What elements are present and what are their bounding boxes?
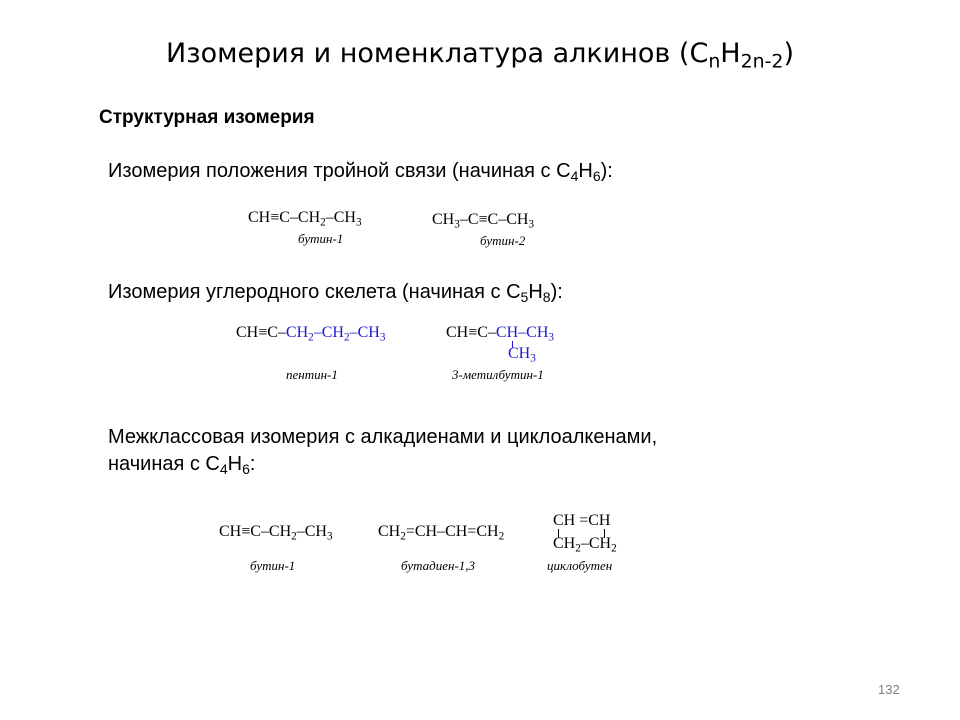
- interclass-isomerism-heading-line2: начиная с $C_4H_6$:: [108, 453, 256, 478]
- formula-cyclobutene-top: CH =CH: [553, 512, 611, 529]
- name-3-methylbutyne-1: 3-метилбутин-1: [452, 367, 544, 382]
- position-isomerism-heading: Изомерия положения тройной связи (начиная с $C_4H_6$):: [108, 160, 613, 185]
- name-butadiene-1-3: бутадиен-1,3: [401, 558, 476, 573]
- section-subtitle: Структурная изомерия: [99, 107, 315, 128]
- interclass-isomerism-heading-line1: Межклассовая изомерия с алкадиенами и циклоалкенами,: [108, 426, 658, 448]
- formula-pentyne-1: $CH\equiv C-CH_2-CH_2-CH_3$: [236, 324, 386, 344]
- name-pentyne-1: пентин-1: [286, 367, 338, 382]
- formula-butadiene-1-3: $CH_2=CH-CH=CH_2$: [378, 523, 505, 543]
- name-cyclobutene: циклобутен: [547, 558, 613, 573]
- formula-3-methylbutyne-1: $CH\equiv C-CH-CH_3$: [446, 324, 554, 344]
- formula-butyne-1-interclass: $CH\equiv C-CH_2-CH_3$: [219, 523, 333, 543]
- formula-butyne-2: $CH_3-C\equiv C-CH_3$: [432, 211, 535, 231]
- formula-butyne-1: $CH\equiv C-CH_2-CH_3$: [248, 209, 362, 229]
- name-butyne-2: бутин-2: [480, 233, 526, 248]
- slide-title: Изомерия и номенклатура алкинов $(C_nH_{2n-2})$: [166, 38, 794, 73]
- formula-cyclobutene-bottom: $CH_2-CH_2$: [553, 535, 617, 555]
- formula-methyl-branch: $CH_3$: [508, 345, 536, 365]
- skeleton-isomerism-heading: Изомерия углеродного скелета (начиная с $C_5H_8$):: [108, 281, 563, 306]
- page-number: 132: [878, 682, 900, 697]
- name-butyne-1-interclass: бутин-1: [250, 558, 296, 573]
- name-butyne-1: бутин-1: [298, 231, 344, 246]
